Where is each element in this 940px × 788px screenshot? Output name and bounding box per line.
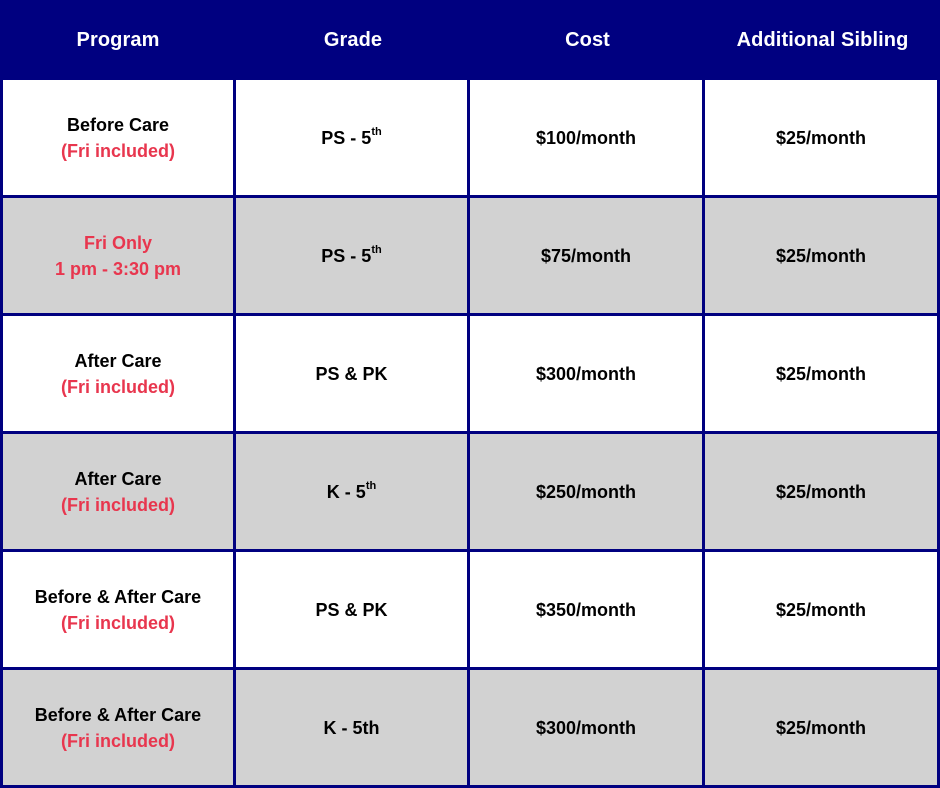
program-note: (Fri included) — [61, 612, 175, 633]
grade-cell — [236, 670, 470, 788]
program-name: After Care — [74, 468, 162, 489]
program-cell — [0, 552, 236, 670]
header-program: Program — [76, 28, 160, 51]
grade-value: K - 5th — [326, 479, 377, 502]
grade-value: PS & PK — [315, 599, 388, 620]
header-cost: Cost — [565, 28, 610, 51]
table-row — [0, 670, 940, 788]
sibling-cell — [705, 670, 940, 788]
sibling-cell — [705, 80, 940, 198]
table-row — [0, 434, 940, 552]
cost-cell — [470, 434, 705, 552]
grade-value: PS - 5th — [321, 243, 382, 266]
grade-value: PS - 5th — [321, 125, 382, 148]
program-name: Before & After Care — [34, 704, 202, 725]
sibling-value: $25/month — [775, 481, 867, 502]
cost-cell — [470, 552, 705, 670]
table-body — [0, 80, 940, 788]
sibling-cell — [705, 198, 940, 316]
cost-value: $300/month — [535, 717, 637, 738]
program-note: 1 pm - 3:30 pm — [54, 258, 182, 279]
program-name: Fri Only — [83, 232, 152, 253]
program-note: (Fri included) — [61, 140, 175, 161]
cost-cell — [470, 670, 705, 788]
program-name: After Care — [74, 350, 162, 371]
grade-value: PS & PK — [315, 363, 388, 384]
grade-cell — [236, 198, 470, 316]
table-row — [0, 316, 940, 434]
program-cell — [0, 670, 236, 788]
grade-superscript: th — [371, 243, 382, 256]
cost-cell — [470, 80, 705, 198]
sibling-cell — [705, 434, 940, 552]
program-note: (Fri included) — [61, 730, 175, 751]
header-grade: Grade — [323, 28, 383, 51]
program-cell — [0, 198, 236, 316]
program-cell — [0, 80, 236, 198]
table-row — [0, 80, 940, 198]
sibling-value: $25/month — [775, 245, 867, 266]
sibling-cell — [705, 316, 940, 434]
table-header — [0, 0, 940, 80]
table-row — [0, 552, 940, 670]
cost-value: $100/month — [535, 127, 637, 148]
cost-cell — [470, 316, 705, 434]
cost-value: $250/month — [535, 481, 637, 502]
program-cell — [0, 316, 236, 434]
cost-value: $75/month — [540, 245, 632, 266]
cost-value: $300/month — [535, 363, 637, 384]
grade-superscript: th — [371, 125, 382, 138]
cost-value: $350/month — [535, 599, 637, 620]
sibling-cell — [705, 552, 940, 670]
program-name: Before Care — [66, 114, 170, 135]
grade-cell — [236, 316, 470, 434]
program-note: (Fri included) — [61, 376, 175, 397]
grade-cell — [236, 80, 470, 198]
grade-cell — [236, 434, 470, 552]
program-name: Before & After Care — [34, 586, 202, 607]
sibling-value: $25/month — [775, 717, 867, 738]
program-cell — [0, 434, 236, 552]
grade-superscript: th — [365, 479, 377, 492]
sibling-value: $25/month — [775, 363, 867, 384]
grade-value: K - 5th — [323, 717, 380, 738]
sibling-value: $25/month — [775, 127, 867, 148]
program-note: (Fri included) — [61, 494, 175, 515]
header-additional-sibling: Additional Sibling — [736, 28, 909, 51]
cost-cell — [470, 198, 705, 316]
grade-cell — [236, 552, 470, 670]
table-row — [0, 198, 940, 316]
sibling-value: $25/month — [775, 599, 867, 620]
